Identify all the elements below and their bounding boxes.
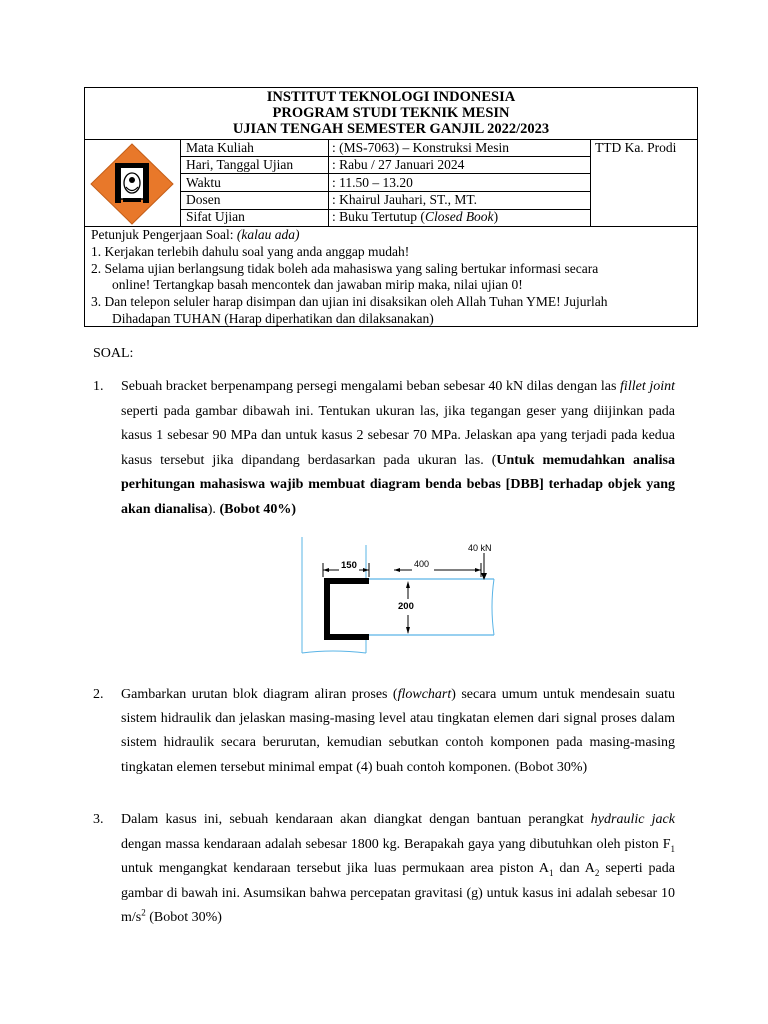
institute-name: INSTITUT TEKNOLOGI INDONESIA (266, 89, 516, 105)
dim-width-label: 150 (341, 560, 357, 571)
instruction-1: 1. Kerjakan terlebih dahulu soal yang anda anggap mudah! (91, 244, 410, 259)
exam-header-table (84, 87, 698, 327)
weld-c-shape (327, 581, 369, 637)
exam-title: UJIAN TENGAH SEMESTER GANJIL 2022/2023 (232, 121, 550, 137)
load-label: 40 kN (468, 543, 492, 553)
question-3-number: 3. (93, 812, 104, 827)
instructions-title: Petunjuk Pengerjaan Soal: (kalau ada) (91, 227, 300, 242)
question-2-number: 2. (93, 687, 104, 702)
value-dosen: : Khairul Jauhari, ST., MT. (332, 192, 477, 207)
dim-height-label: 200 (398, 601, 414, 612)
institute-logo (85, 140, 180, 227)
question-3-text: Dalam kasus ini, sebuah kendaraan akan diangkat dengan bantuan perangkat hydraulic jack dengan massa kendaraan adalah sebesar 1800 kg. Berapakah gaya yang dibutuhkan oleh piston $F_1$ untuk mengangkat kendaraan tersebut jika luas permukaan area piston $A_1$ dan $A_2$ seperti pada gambar di bawah ini. Asumsikan bahwa percepatan gravitasi (g) untuk kasus ini adalah sebesar 10 $m/s^2$ (Bobot 30%) (121, 812, 675, 926)
label-hari-tanggal: Hari, Tanggal Ujian (186, 157, 294, 172)
question-1-number: 1. (93, 379, 104, 394)
label-waktu: Waktu (186, 175, 221, 190)
value-mata-kuliah: : (MS-7063) – Konstruksi Mesin (332, 140, 510, 155)
value-sifat-ujian: : Buku Tertutup (Closed Book) (332, 209, 499, 224)
instruction-2: 2. Selama ujian berlangsung tidak boleh ada mahasiswa yang saling bertukar informasi secara (91, 261, 599, 276)
question-2-text: Gambarkan urutan blok diagram aliran proses (flowchart) secara umum untuk mendesain suatu sistem hidraulik dan jelaskan masing-masing level atau tingkatan elemen dari signal proses dalam sistem hidraulik secara berurutan, kemudian sebutkan contoh komponen pada masing-masing tingkatan elemen tersebut minimal empat (4) buah contoh komponen. (Bobot 30%) (121, 687, 675, 775)
value-waktu: : 11.50 – 13.20 (332, 175, 413, 190)
dim-offset-label: 400 (414, 559, 430, 569)
soal-heading: SOAL: (93, 346, 134, 361)
label-dosen: Dosen (186, 192, 221, 207)
program-name: PROGRAM STUDI TEKNIK MESIN (272, 105, 510, 121)
label-mata-kuliah: Mata Kuliah (186, 140, 254, 155)
label-sifat-ujian: Sifat Ujian (186, 209, 245, 224)
instruction-2-cont: online! Tertangkap basah mencontek dan jawaban mirip maka, nilai ujian 0! (112, 277, 523, 292)
instruction-3: 3. Dan telepon seluler harap disimpan dan ujian ini disaksikan oleh Allah Tuhan YME! Jujurlah (91, 294, 608, 309)
question-1-text: Sebuah bracket berpenampang persegi mengalami beban sebesar 40 kN dilas dengan las fillet joint seperti pada gambar dibawah ini. Tentukan ukuran las, jika tegangan geser yang diijinkan pada kasus 1 sebesar 90 MPa dan untuk kasus 2 sebesar 70 MPa. Jelaskan apa yang terjadi pada kedua kasus tersebut jika dipandang berdasarkan pada ukuran las. (Untuk memudahkan analisa perhitungan mahasiswa wajib membuat diagram benda bebas [DBB] terhadap objek yang akan dianalisa). (Bobot 40%) (121, 379, 675, 517)
bracket-weld-diagram (296, 537, 506, 657)
ttd-ka-prodi: TTD Ka. Prodi (595, 140, 677, 155)
instruction-3-cont: Dihadapan TUHAN (Harap diperhatikan dan dilaksanakan) (112, 311, 434, 326)
value-hari-tanggal: : Rabu / 27 Januari 2024 (332, 157, 465, 172)
